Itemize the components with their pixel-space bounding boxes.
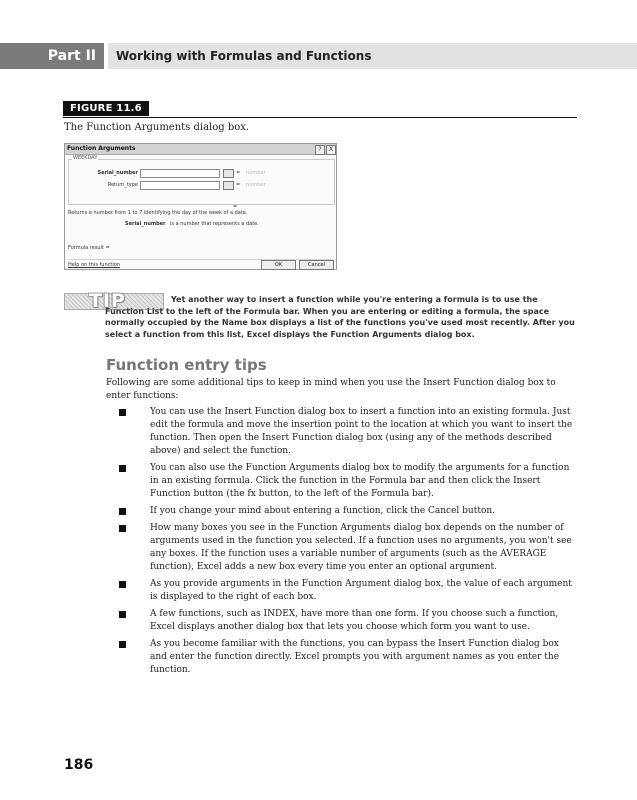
close-button[interactable]: X (326, 145, 336, 155)
chapter-part-title: Working with Formulas and Functions (108, 43, 637, 69)
argument-label: Serial_number (97, 170, 138, 176)
list-item (106, 505, 578, 518)
dialog-title-bar (65, 144, 336, 155)
running-header (0, 43, 637, 69)
list-item-text: You can use the Insert Function dialog box to insert a function into an existing formula. Just edit the formula and move the insertion point to the location at which you want to insert the function. Then open the Insert Function dialog box (using any of the methods described above) and select the function. (150, 407, 573, 456)
bullet-icon (119, 581, 126, 588)
figure-caption: The Function Arguments dialog box. (64, 122, 250, 133)
argument-help-name: Serial_number (125, 221, 166, 227)
list-item (106, 608, 578, 634)
page-number: 186 (64, 757, 94, 773)
list-item-text: How many boxes you see in the Function Arguments dialog box depends on the number of arguments used in the function you selected. If a function uses no arguments, you won't see any boxes. If the function uses a variable number of arguments (such as the AVERAGE function), Excel adds a new box every time you enter an optional argument. (150, 523, 572, 572)
return-type-input[interactable] (140, 181, 220, 190)
list-item-text: As you become familiar with the functions, you can bypass the Insert Function dialog box and enter the function directly. Excel prompts you with argument names as you enter the function. (150, 639, 560, 675)
formula-result: Formula result = (68, 245, 110, 251)
argument-row (69, 180, 334, 190)
figure-rule (63, 117, 577, 118)
list-item-text: You can also use the Function Arguments dialog box to modify the arguments for a function in an existing formula. Click the function in the Formula bar and then click the Insert Function button (the fx button, to the left of the Formula bar). (150, 463, 570, 499)
dialog-title: Function Arguments (67, 145, 136, 152)
function-arguments-dialog (64, 143, 337, 270)
bullet-icon (119, 525, 126, 532)
argument-label: Return_type (107, 182, 138, 188)
section-heading: Function entry tips (106, 356, 267, 374)
cancel-button[interactable]: Cancel (299, 260, 334, 270)
argument-equals: = (236, 182, 241, 188)
collapse-dialog-button[interactable] (223, 169, 234, 178)
list-item (106, 462, 578, 501)
tip-text: Yet another way to insert a function while you're entering a formula is to use the Function List to the left of the Formula bar. When you are entering or editing a formula, the space normally occupied by the Name box displays a list of the functions you've used most recently. After you select a function from this list, Excel displays the Function Arguments dialog box. (105, 295, 575, 339)
help-button[interactable]: ? (315, 145, 325, 155)
function-description: Returns a number from 1 to 7 identifying the day of the week of a date. (68, 210, 248, 216)
argument-equals: = (236, 170, 241, 176)
list-item (106, 638, 578, 677)
argument-type-hint: number (246, 182, 266, 188)
bullet-icon (119, 409, 126, 416)
section-intro: Following are some additional tips to keep in mind when you use the Insert Function dialog box to enter functions: (106, 378, 556, 401)
list-item (106, 406, 578, 458)
tip-label: TIP (89, 290, 126, 312)
bullet-icon (119, 465, 126, 472)
collapse-dialog-button[interactable] (223, 181, 234, 190)
list-item-text: As you provide arguments in the Function Argument dialog box, the value of each argument is displayed to the right of each box. (150, 579, 572, 602)
result-equals: = (233, 204, 238, 210)
ok-button[interactable]: OK (261, 260, 296, 270)
help-link[interactable]: Help on this function (68, 262, 120, 268)
list-item (106, 578, 578, 604)
bullet-icon (119, 641, 126, 648)
list-item-text: A few functions, such as INDEX, have more than one form. If you choose such a function, Excel displays another dialog box that lets you choose which form you want to use. (150, 609, 559, 632)
list-item (106, 522, 578, 574)
part-label: Part II (0, 43, 104, 69)
argument-help-text: is a number that represents a date. (170, 221, 259, 227)
bullet-icon (119, 508, 126, 515)
argument-row (69, 168, 334, 178)
function-name-label: WEEKDAY (73, 155, 98, 161)
bullet-icon (119, 611, 126, 618)
tips-list (106, 406, 578, 681)
argument-type-hint: number (246, 170, 266, 176)
figure-label: FIGURE 11.6 (63, 101, 149, 116)
serial-number-input[interactable] (140, 169, 220, 178)
list-item-text: If you change your mind about entering a function, click the Cancel button. (150, 506, 496, 516)
arguments-group (68, 155, 335, 205)
